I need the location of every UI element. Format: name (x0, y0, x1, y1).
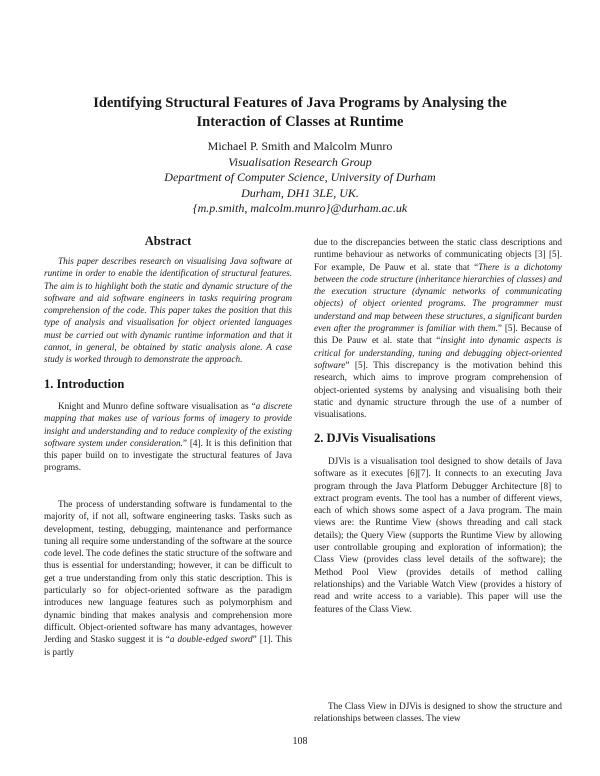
author-block (60, 139, 540, 217)
email: {m.p.smith, malcolm.munro}@durham.ac.uk (192, 201, 408, 215)
department: Department of Computer Science, University of Durham (164, 170, 436, 184)
section-introduction-heading: 1. Introduction (44, 377, 125, 391)
page-number: 108 (292, 736, 308, 747)
abstract-heading: Abstract (144, 234, 192, 248)
paper-title: Identifying Structural Features of Java Programs by Analysing the Interaction of Classes at Runtime (93, 95, 507, 130)
abstract-body: This paper describes research on visualising Java software at runtime in order to enable the identification of structural features. The aim is to highlight both the static and dynamic structure of the software and aid software engineers in tasks requiring program comprehension of the code. This paper takes the position that this type of analysis and visualisation for object oriented languages must be carried out with dynamic runtime information and that it cannot, in general, be obtained by static analysis alone. A case study is worked through to demonstrate the approach. (44, 256, 292, 365)
research-group: Visualisation Research Group (228, 154, 372, 169)
section-djvis-heading: 2. DJVis Visualisations (314, 431, 436, 445)
address: Durham, DH1 3LE, UK. (241, 185, 359, 200)
intro-paragraph-3: due to the discrepancies between the static class descriptions and runtime behaviour as networks of communicating objects [3] [5]. For example, De Pauw et al. state that “There is a dichotomy between the code structure (inheritance hierarchies of classes) and the execution structure (dynamic networks of communicating objects) of object oriented programs. The programmer must understand and map between these structures, a significant burden even after the programmer is familiar with them.” [5]. Because of this De Pauw et al. state that “insight into dynamic aspects is critical for understanding, tuning and debugging object-oriented software” [5]. This discrepancy is the motivation behind this research, which aims to improve program comprehension of object-oriented systems by analysing and visualising both their static and dynamic structure through the use of a number of visualisations. (314, 237, 563, 420)
djvis-paragraph-2: The Class View in DJVis is designed to show the structure and relationships between classes. The view (314, 701, 562, 724)
intro-paragraph-2: The process of understanding software is fundamental to the majority of, if not all, software engineering tasks. Tasks such as development, testing, debugging, maintenance and performance tuning all require some understanding of the software at the source code level. The code defines the static structure of the software and thus is essential for understanding; however, it can be difficult to get a true understanding from only this static description. This is particularly so for object-oriented software as the paradigm introduces new language features such as polymorphism and dynamic binding that makes analysis and comprehension more difficult. Object-oriented software has many advantages, however Jerding and Stasko suggest it is “a double-edged sword” [1]. This is partly (44, 499, 292, 657)
intro-paragraph-1: Knight and Munro define software visualisation as “a discrete mapping that makes use of various forms of imagery to provide insight and understanding and to reduce complexity of the existing software system under consideration.” [4]. It is this definition that this paper build on to investigate the structural features of Java programs. (44, 401, 293, 473)
djvis-paragraph-1: DJVis is a visualisation tool designed to show details of Java software as it executes [6][7]. It connects to an executing Java program through the Java Platform Debugger Architecture [8] to extract program events. The tool has a number of different views, each of which shows some aspect of a Java program. The main views are: the Runtime View (shows threading and call stack details); the Query View (supports the Runtime View by allowing user controllable grouping and exploration of information); the Class View (provides class level details of the software); the Method Pool View (provides details of method calling relationships) and the Variable Watch View (provides a history of read and write access to a variable). This paper will use the features of the Class View. (314, 456, 562, 614)
author-names: Michael P. Smith and Malcolm Munro (207, 139, 393, 153)
